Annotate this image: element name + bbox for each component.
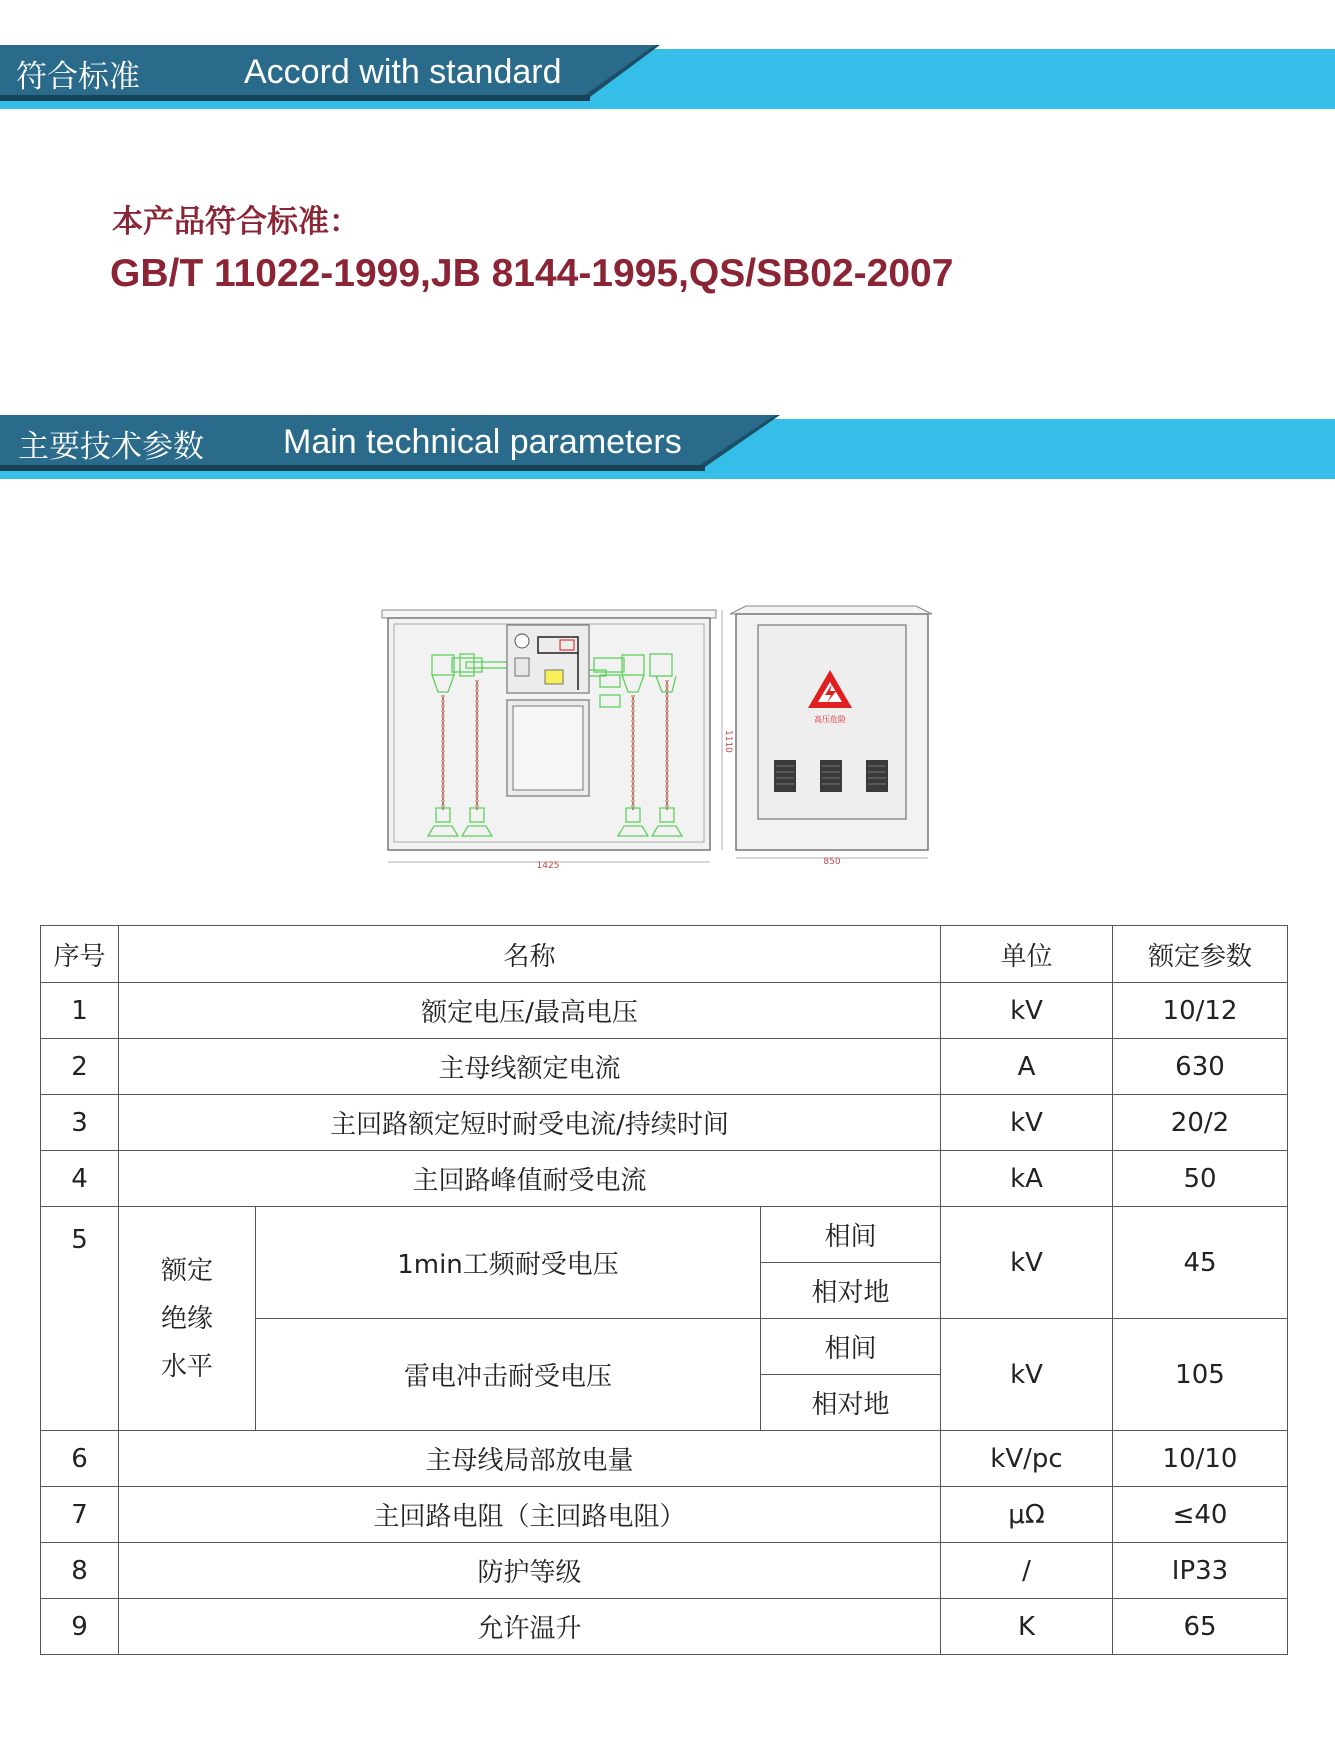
section-title-cn: 主要技术参数 — [18, 429, 204, 465]
row-name: 主母线局部放电量 — [119, 1431, 941, 1487]
header-name: 名称 — [119, 926, 941, 983]
row-value: 10/10 — [1113, 1431, 1288, 1487]
row-name: 1min工频耐受电压 — [256, 1207, 761, 1319]
section-banner-standard — [0, 45, 1335, 109]
row-unit: / — [941, 1543, 1113, 1599]
row-value: 20/2 — [1113, 1095, 1288, 1151]
row-name: 主回路峰值耐受电流 — [119, 1151, 941, 1207]
standard-label: 本产品符合标准： — [112, 204, 360, 240]
row-value: 45 — [1113, 1207, 1288, 1319]
row-unit: A — [941, 1039, 1113, 1095]
row-unit: kV — [941, 983, 1113, 1039]
insulation-group-label: 额定 绝缘 水平 — [119, 1207, 256, 1431]
table-row — [41, 1095, 1288, 1151]
section-title-en: Main technical parameters — [283, 423, 682, 461]
row-name: 主回路电阻（主回路电阻） — [119, 1487, 941, 1543]
row-unit: kV — [941, 1319, 1113, 1431]
row-unit: kV/pc — [941, 1431, 1113, 1487]
table-row — [41, 1487, 1288, 1543]
row-subname: 相间 — [761, 1207, 941, 1263]
row-unit: kV — [941, 1095, 1113, 1151]
table-row — [41, 1151, 1288, 1207]
table-row — [41, 1543, 1288, 1599]
row-value: 630 — [1113, 1039, 1288, 1095]
section-title-cn: 符合标准 — [16, 59, 140, 95]
banner-background — [0, 45, 1335, 109]
width-dimension: 1425 — [536, 861, 560, 870]
table-row — [41, 1431, 1288, 1487]
row-unit: kA — [941, 1151, 1113, 1207]
header-no: 序号 — [41, 926, 119, 983]
row-no: 6 — [41, 1431, 119, 1487]
row-value: 10/12 — [1113, 983, 1288, 1039]
row-name: 主回路额定短时耐受电流/持续时间 — [119, 1095, 941, 1151]
row-unit: K — [941, 1599, 1113, 1655]
row-unit: μΩ — [941, 1487, 1113, 1543]
table-row — [41, 983, 1288, 1039]
table-row — [41, 1207, 1288, 1263]
row-name: 额定电压/最高电压 — [119, 983, 941, 1039]
row-no: 2 — [41, 1039, 119, 1095]
row-no: 1 — [41, 983, 119, 1039]
parameters-table — [40, 925, 1288, 1655]
row-value: 105 — [1113, 1319, 1288, 1431]
depth-dimension: 850 — [823, 857, 841, 867]
row-no: 3 — [41, 1095, 119, 1151]
standard-codes: GB/T 11022-1999,JB 8144-1995,QS/SB02-2007 — [110, 252, 954, 295]
table-row — [41, 1599, 1288, 1655]
cabinet-drawing-svg — [370, 600, 940, 870]
row-name: 雷电冲击耐受电压 — [256, 1319, 761, 1431]
row-name: 主母线额定电流 — [119, 1039, 941, 1095]
row-no: 7 — [41, 1487, 119, 1543]
row-name: 防护等级 — [119, 1543, 941, 1599]
row-value: IP33 — [1113, 1543, 1288, 1599]
row-subname: 相对地 — [761, 1263, 941, 1319]
row-value: 50 — [1113, 1151, 1288, 1207]
row-no: 5 — [41, 1207, 119, 1431]
row-unit: kV — [941, 1207, 1113, 1319]
header-unit: 单位 — [941, 926, 1113, 983]
row-value: 65 — [1113, 1599, 1288, 1655]
row-no: 8 — [41, 1543, 119, 1599]
row-name: 允许温升 — [119, 1599, 941, 1655]
table-header-row — [41, 926, 1288, 983]
section-banner-parameters — [0, 415, 1335, 479]
row-value: ≤40 — [1113, 1487, 1288, 1543]
cabinet-drawing — [370, 600, 940, 874]
row-no: 9 — [41, 1599, 119, 1655]
row-no: 4 — [41, 1151, 119, 1207]
section-title-en: Accord with standard — [244, 53, 562, 91]
header-value: 额定参数 — [1113, 926, 1288, 983]
row-subname: 相对地 — [761, 1375, 941, 1431]
row-subname: 相间 — [761, 1319, 941, 1375]
table-row — [41, 1039, 1288, 1095]
height-dimension: 1110 — [723, 730, 733, 753]
warning-text: 高压危险 — [814, 715, 846, 724]
